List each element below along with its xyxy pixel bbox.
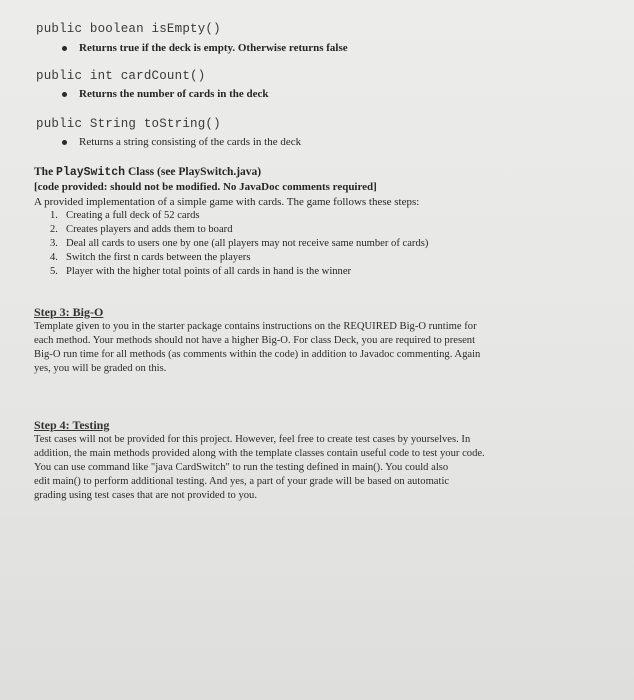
- list-item-text: Player with the higher total points of all cards in hand is the winner: [66, 266, 352, 277]
- step3-line: Big-O run time for all methods (as comments within the code) in addition to Javadoc commenting. Again: [34, 349, 481, 360]
- list-item: 4. Switch the first n cards between the players: [50, 252, 251, 263]
- step4-line: grading using test cases that are not provided to you.: [34, 490, 258, 501]
- step4-line: Test cases will not be provided for this project. However, feel free to create test cases by yourselves. In: [34, 434, 471, 445]
- list-item-text: Switch the first n cards between the players: [66, 252, 251, 263]
- bullet-icon: [62, 92, 67, 97]
- step4-line: addition, the main methods provided along with the template classes contain useful code to test your code.: [34, 448, 485, 459]
- method-description-text: Returns a string consisting of the cards in the deck: [79, 136, 302, 148]
- step3-line: Template given to you in the starter package contains instructions on the REQUIRED Big-O runtime for: [34, 321, 477, 332]
- step4-line: edit main() to perform additional testing. And yes, a part of your grade will be based on automatic: [34, 476, 450, 487]
- playswitch-intro: A provided implementation of a simple game with cards. The game follows these steps:: [34, 196, 420, 208]
- heading-prefix: The: [34, 166, 57, 178]
- list-item: 2. Creates players and adds them to board: [50, 224, 233, 235]
- method-description-text: Returns the number of cards in the deck: [79, 88, 269, 100]
- method-signature-isempty: public boolean isEmpty(): [36, 22, 221, 36]
- step4-line: You can use command like "java CardSwitch" to run the testing defined in main(). You could also: [34, 462, 449, 473]
- list-item: 1. Creating a full deck of 52 cards: [50, 210, 200, 221]
- list-item: 5. Player with the higher total points of all cards in hand is the winner: [50, 266, 352, 277]
- method-description-isempty: [62, 42, 348, 54]
- method-description-cardcount: [62, 88, 269, 100]
- method-description-text: Returns true if the deck is empty. Otherwise returns false: [79, 42, 348, 54]
- step3-line: yes, you will be graded on this.: [34, 363, 167, 374]
- playswitch-heading: [34, 166, 261, 179]
- heading-suffix: Class (see PlaySwitch.java): [125, 166, 262, 178]
- bullet-icon: [62, 140, 67, 145]
- step3-title: Step 3: Big-O: [34, 305, 104, 319]
- list-item-text: Creates players and adds them to board: [66, 224, 233, 235]
- heading-class-name: PlaySwitch: [56, 166, 126, 179]
- step4-title: Step 4: Testing: [34, 418, 110, 432]
- list-item-text: Deal all cards to users one by one (all players may not receive same number of cards): [66, 238, 429, 249]
- playswitch-note: [code provided: should not be modified. No JavaDoc comments required]: [34, 181, 377, 193]
- method-signature-tostring: public String toString(): [36, 117, 221, 131]
- bullet-icon: [62, 46, 67, 51]
- method-signature-cardcount: public int cardCount(): [36, 69, 206, 83]
- list-item: 3. Deal all cards to users one by one (all players may not receive same number of cards): [50, 238, 429, 249]
- step3-line: each method. Your methods should not have a higher Big-O. For class Deck, you are required to present: [34, 335, 476, 346]
- list-item-text: Creating a full deck of 52 cards: [66, 210, 200, 221]
- method-description-tostring: [62, 136, 301, 148]
